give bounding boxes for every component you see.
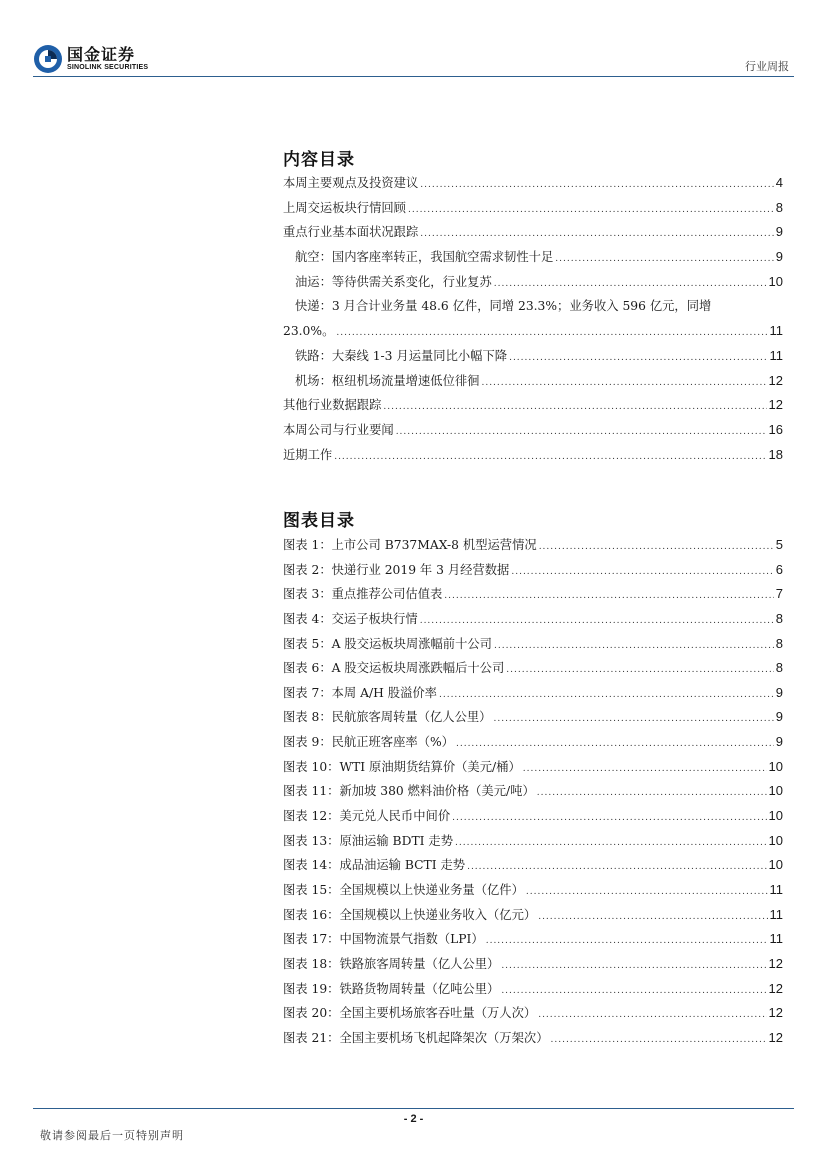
toc-entry[interactable] bbox=[283, 395, 783, 420]
figure-entry[interactable] bbox=[283, 954, 783, 979]
toc-entry-page: 8 bbox=[775, 199, 783, 215]
toc-entry[interactable] bbox=[283, 445, 783, 470]
leader-dots bbox=[509, 353, 767, 363]
leader-dots bbox=[537, 788, 767, 798]
figure-entry-label: 图表 12：美元兑人民币中间价 bbox=[283, 809, 451, 824]
figure-entry[interactable] bbox=[283, 757, 783, 782]
toc-entry-label: 近期工作 bbox=[283, 447, 333, 462]
figure-entry-page: 6 bbox=[775, 561, 783, 577]
toc-entry-page: 11 bbox=[769, 323, 783, 339]
leader-dots bbox=[456, 739, 774, 749]
leader-dots bbox=[493, 714, 773, 724]
toc-entry-label: 快递：3 月合计业务量 48.6 亿件，同增 23.3%；业务收入 596 亿元，同增 bbox=[295, 299, 712, 314]
figure-entry[interactable] bbox=[283, 1003, 783, 1028]
figure-entry-page: 12 bbox=[768, 1005, 783, 1021]
table-of-contents bbox=[283, 173, 783, 469]
toc-entry-label-cont: 23.0%。 bbox=[283, 324, 335, 339]
logo-chinese-name: 国金证券 bbox=[67, 45, 136, 64]
figure-entry[interactable] bbox=[283, 806, 783, 831]
figure-entry-page: 10 bbox=[768, 857, 783, 873]
figure-entry-label: 图表 15：全国规模以上快递业务量（亿件） bbox=[283, 882, 524, 897]
figure-list bbox=[283, 535, 783, 1052]
toc-entry-label: 机场：枢纽机场流量增速低位徘徊 bbox=[295, 373, 480, 388]
figure-entry-label: 图表 8：民航旅客周转量（亿人公里） bbox=[283, 710, 492, 725]
leader-dots bbox=[439, 690, 774, 700]
leader-dots bbox=[420, 229, 773, 239]
figure-entry[interactable] bbox=[283, 979, 783, 1004]
toc-entry-label: 其他行业数据跟踪 bbox=[283, 398, 382, 413]
figure-entry[interactable] bbox=[283, 634, 783, 659]
toc-entry-label: 本周主要观点及投资建议 bbox=[283, 176, 419, 190]
report-type: 行业周报 bbox=[745, 60, 789, 73]
figure-entry-page: 12 bbox=[768, 955, 783, 971]
toc-subentry[interactable] bbox=[283, 296, 783, 321]
leader-dots bbox=[334, 452, 766, 462]
figure-entry-page: 9 bbox=[775, 734, 783, 750]
toc-subentry[interactable] bbox=[283, 247, 783, 272]
figure-entry-label: 图表 16：全国规模以上快递业务收入（亿元） bbox=[283, 907, 537, 922]
figure-entry[interactable] bbox=[283, 1028, 783, 1053]
figure-entry[interactable] bbox=[283, 707, 783, 732]
figure-entry-label: 图表 5：A 股交运板块周涨幅前十公司 bbox=[283, 636, 492, 651]
figure-entry-page: 5 bbox=[775, 537, 783, 552]
leader-dots bbox=[555, 254, 774, 264]
leader-dots bbox=[494, 279, 767, 289]
figure-entry-page: 9 bbox=[775, 684, 783, 700]
figure-entry-label: 图表 10：WTI 原油期货结算价（美元/桶） bbox=[283, 759, 521, 774]
toc-entry-page: 12 bbox=[768, 372, 783, 388]
leader-dots bbox=[396, 427, 767, 437]
figure-entry-page: 11 bbox=[769, 881, 783, 897]
figure-entry-label: 图表 17：中国物流景气指数（LPI） bbox=[283, 932, 484, 947]
figure-entry[interactable] bbox=[283, 584, 783, 609]
figure-entry-label: 图表 13：原油运输 BDTI 走势 bbox=[283, 833, 454, 848]
figure-entry[interactable] bbox=[283, 880, 783, 905]
figure-entry-label: 图表 4：交运子板块行情 bbox=[283, 611, 418, 626]
toc-entry-label: 油运：等待供需关系变化，行业复苏 bbox=[295, 274, 492, 289]
leader-dots bbox=[481, 378, 766, 388]
figure-entry-label: 图表 18：铁路旅客周转量（亿人公里） bbox=[283, 956, 500, 971]
toc-entry[interactable] bbox=[283, 222, 783, 247]
leader-dots bbox=[501, 986, 766, 996]
company-logo bbox=[33, 44, 148, 74]
leader-dots bbox=[383, 402, 766, 412]
figure-entry-page: 10 bbox=[768, 808, 783, 824]
toc-entry[interactable] bbox=[283, 173, 783, 198]
figure-entry[interactable] bbox=[283, 683, 783, 708]
toc-entry-label: 重点行业基本面状况跟踪 bbox=[283, 225, 419, 240]
figure-entry-page: 10 bbox=[768, 783, 783, 799]
figure-entry[interactable] bbox=[283, 929, 783, 954]
figure-entry[interactable] bbox=[283, 781, 783, 806]
leader-dots bbox=[494, 641, 774, 651]
figure-entry[interactable] bbox=[283, 658, 783, 683]
figure-entry-page: 9 bbox=[775, 709, 783, 725]
figure-entry-label: 图表 20：全国主要机场旅客吞吐量（万人次） bbox=[283, 1006, 537, 1021]
leader-dots bbox=[420, 616, 774, 626]
figure-entry-page: 12 bbox=[768, 1029, 783, 1045]
toc-entry[interactable] bbox=[283, 420, 783, 445]
figure-entry[interactable] bbox=[283, 855, 783, 880]
leader-dots bbox=[539, 542, 774, 552]
figure-entry[interactable] bbox=[283, 831, 783, 856]
leader-dots bbox=[511, 567, 773, 577]
toc-entry-label: 上周交运板块行情回顾 bbox=[283, 200, 406, 215]
figure-entry[interactable] bbox=[283, 609, 783, 634]
figure-entry-page: 10 bbox=[768, 758, 783, 774]
toc-entry-label: 本周公司与行业要闻 bbox=[283, 422, 394, 437]
toc-entry-label: 航空：国内客座率转正，我国航空需求韧性十足 bbox=[295, 250, 554, 265]
figure-entry[interactable] bbox=[283, 905, 783, 930]
figure-entry-page: 7 bbox=[775, 586, 783, 602]
toc-subentry[interactable] bbox=[283, 346, 783, 371]
figure-entry-label: 图表 11：新加坡 380 燃料油价格（美元/吨） bbox=[283, 784, 535, 799]
page-number: - 2 - bbox=[403, 1113, 424, 1125]
disclaimer-note: 敬请参阅最后一页特别声明 bbox=[40, 1129, 184, 1142]
toc-entry-page: 11 bbox=[769, 347, 783, 363]
leader-dots bbox=[486, 936, 768, 946]
page-header bbox=[0, 0, 827, 80]
figure-entry-page: 10 bbox=[768, 832, 783, 848]
figure-entry-page: 8 bbox=[775, 635, 783, 651]
toc-entry-page: 10 bbox=[768, 273, 783, 289]
figure-entry-label: 图表 6：A 股交运板块周涨跌幅后十公司 bbox=[283, 661, 505, 676]
leader-dots bbox=[526, 887, 768, 897]
figure-entry[interactable] bbox=[283, 535, 783, 560]
toc-entry-page: 9 bbox=[775, 249, 783, 265]
leader-dots bbox=[336, 328, 767, 338]
leader-dots bbox=[444, 591, 773, 601]
footer-divider bbox=[33, 1108, 794, 1109]
header-divider bbox=[33, 76, 794, 77]
leader-dots bbox=[455, 838, 767, 848]
figures-title: 图表目录 bbox=[283, 511, 355, 531]
figure-entry[interactable] bbox=[283, 732, 783, 757]
toc-entry-page: 18 bbox=[768, 446, 783, 462]
leader-dots bbox=[538, 1010, 766, 1020]
toc-title: 内容目录 bbox=[283, 150, 355, 170]
toc-entry-page: 9 bbox=[775, 224, 783, 240]
figure-entry-label: 图表 21：全国主要机场飞机起降架次（万架次） bbox=[283, 1030, 549, 1045]
leader-dots bbox=[523, 764, 767, 774]
leader-dots bbox=[408, 205, 774, 215]
figure-entry-label: 图表 3：重点推荐公司估值表 bbox=[283, 587, 443, 602]
toc-entry-page: 16 bbox=[768, 421, 783, 437]
figure-entry[interactable] bbox=[283, 560, 783, 585]
logo-english-name: SINOLINK SECURITIES bbox=[67, 64, 149, 71]
figure-entry-label: 图表 1：上市公司 B737MAX-8 机型运营情况 bbox=[283, 538, 537, 552]
toc-entry[interactable] bbox=[283, 198, 783, 223]
toc-subentry[interactable] bbox=[283, 371, 783, 396]
figure-entry-label: 图表 19：铁路货物周转量（亿吨公里） bbox=[283, 981, 500, 996]
leader-dots bbox=[551, 1035, 767, 1045]
toc-subentry[interactable] bbox=[283, 272, 783, 297]
figure-entry-label: 图表 7：本周 A/H 股溢价率 bbox=[283, 685, 437, 700]
sinolink-logo-icon bbox=[33, 44, 63, 74]
figure-entry-label: 图表 9：民航正班客座率（%） bbox=[283, 735, 454, 750]
toc-entry-page: 4 bbox=[775, 175, 783, 190]
toc-subentry-continued[interactable] bbox=[283, 321, 783, 346]
toc-entry-label: 铁路：大秦线 1-3 月运量同比小幅下降 bbox=[295, 348, 508, 363]
leader-dots bbox=[506, 665, 773, 675]
figure-entry-label: 图表 14：成品油运输 BCTI 走势 bbox=[283, 858, 466, 873]
leader-dots bbox=[420, 180, 773, 190]
figure-entry-label: 图表 2：快递行业 2019 年 3 月经营数据 bbox=[283, 562, 510, 577]
leader-dots bbox=[467, 862, 766, 872]
figure-entry-page: 11 bbox=[769, 906, 783, 922]
leader-dots bbox=[452, 813, 766, 823]
toc-entry-page: 12 bbox=[768, 397, 783, 413]
figure-entry-page: 8 bbox=[775, 660, 783, 676]
figure-entry-page: 12 bbox=[768, 980, 783, 996]
leader-dots bbox=[501, 961, 766, 971]
leader-dots bbox=[538, 912, 767, 922]
figure-entry-page: 11 bbox=[769, 931, 783, 947]
figure-entry-page: 8 bbox=[775, 610, 783, 626]
